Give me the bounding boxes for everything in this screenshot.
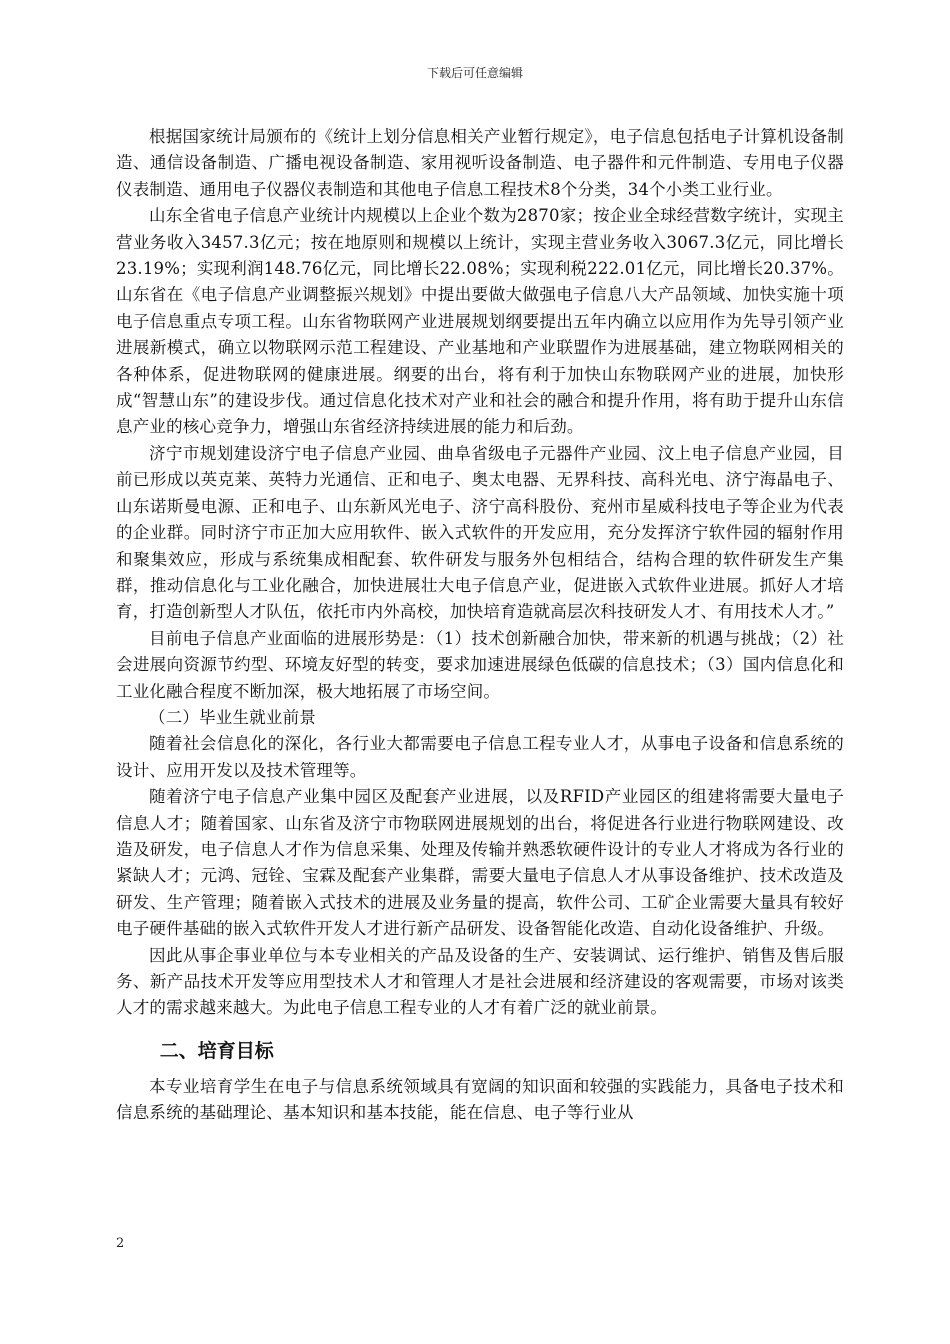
paragraph-employment-demand: 随着社会信息化的深化，各行业大都需要电子信息工程专业人才，从事电子设备和信息系统的设计、应用开发以及技术管理等。 [116,734,844,780]
paragraph-employment-prospects: 因此从事企事业单位与本专业相关的产品及设备的生产、安装调试、运行维护、销售及售后服务、新产品技术开发等应用型技术人才和管理人才是社会进展和经济建设的客观需要，市场对该类人才的需求越来越大。为此电子信息工程专业的人才有着广泛的就业前景。 [116,945,844,1018]
paragraph-shandong-industry: 山东全省电子信息产业统计内规模以上企业个数为2870家；按企业全球经营数字统计，实现主营业务收入3457.3亿元；按在地原则和规模以上统计，实现主营业务收入3067.3亿元，同比增长23.19%；实现利润148.76亿元，同比增长22.08%；实现利税222.01亿元，同比增长20.37%。山东省在《电子信息产业调整振兴规划》中提出要做大做强电子信息八大产品领域、加快实施十项电子信息重点专项工程。山东省物联网产业进展规划纲要提出五年内确立以应用作为先导引领产业进展新模式，确立以物联网示范工程建设、产业基地和产业联盟作为进展基础，建立物联网相关的各种体系，促进物联网的健康进展。纲要的出台，将有利于加快山东物联网产业的进展，加快形成“智慧山东”的建设步伐。通过信息化技术对产业和社会的融合和提升作用，将有助于提升山东信息产业的核心竞争力，增强山东省经济持续进展的能力和后劲。 [116,206,844,437]
paragraph-development-situation: 目前电子信息产业面临的进展形势是：（1）技术创新融合加快，带来新的机遇与挑战；（2）社会进展向资源节约型、环境友好型的转变，要求加速进展绿色低碳的信息技术；（3）国内信息化和工业化融合程度不断加深，极大地拓展了市场空间。 [116,628,844,701]
paragraph-talent-needs: 随着济宁电子信息产业集中园区及配套产业进展，以及RFID产业园区的组建将需要大量电子信息人才；随着国家、山东省及济宁市物联网进展规划的出台，将促进各行业进行物联网建设、改造及研发，电子信息人才作为信息采集、处理及传输并熟悉软硬件设计的专业人才将成为各行业的紧缺人才；元鸿、冠铨、宝霖及配套产业集群，需要大量电子信息人才从事设备维护、技术改造及研发、生产管理；随着嵌入式技术的进展及业务量的提高，软件公司、工矿企业需要大量具有较好电子硬件基础的嵌入式软件开发人才进行新产品研发、设备智能化改造、自动化设备维护、升级。 [116,787,844,939]
header-note: 下载后可任意编辑 [426,66,523,80]
paragraph-training-goals: 本专业培育学生在电子与信息系统领域具有宽阔的知识面和较强的实践能力，具备电子技术和信息系统的基础理论、基本知识和基本技能，能在信息、电子等行业从 [116,1076,844,1123]
paragraph-jining-planning: 济宁市规划建设济宁电子信息产业园、曲阜省级电子元器件产业园、汶上电子信息产业园，目前已形成以英克莱、英特力光通信、正和电子、奥太电器、无界科技、高科光电、济宁海晶电子、山东诺斯曼电源、正和电子、山东新风光电子、济宁高科股份、兖州市星威科技电子等企业为代表的企业群。同时济宁市正加大应用软件、嵌入式软件的开发应用，充分发挥济宁软件园的辐射作用和聚集效应，形成与系统集成相配套、软件研发与服务外包相结合，结构合理的软件研发生产集群，推动信息化与工业化融合，加快进展壮大电子信息产业，促进嵌入式软件业进展。抓好人才培育，打造创新型人才队伍，依托市内外高校，加快培育造就高层次科技研发人才、有用技术人才。” [116,443,844,622]
page-number: 2 [116,1236,125,1251]
paragraph-classification: 根据国家统计局颁布的《统计上划分信息相关产业暂行规定》，电子信息包括电子计算机设备制造、通信设备制造、广播电视设备制造、家用视听设备制造、电子器件和元件制造、专用电子仪器仪表制造、通用电子仪器仪表制造和其他电子信息工程技术8个分类，34个小类工业行业。 [116,127,844,199]
section-heading-training-goals: 二、培育目标 [159,1039,274,1062]
document-body [116,124,844,1127]
subsection-title-employment: （二）毕业生就业前景 [149,707,316,727]
